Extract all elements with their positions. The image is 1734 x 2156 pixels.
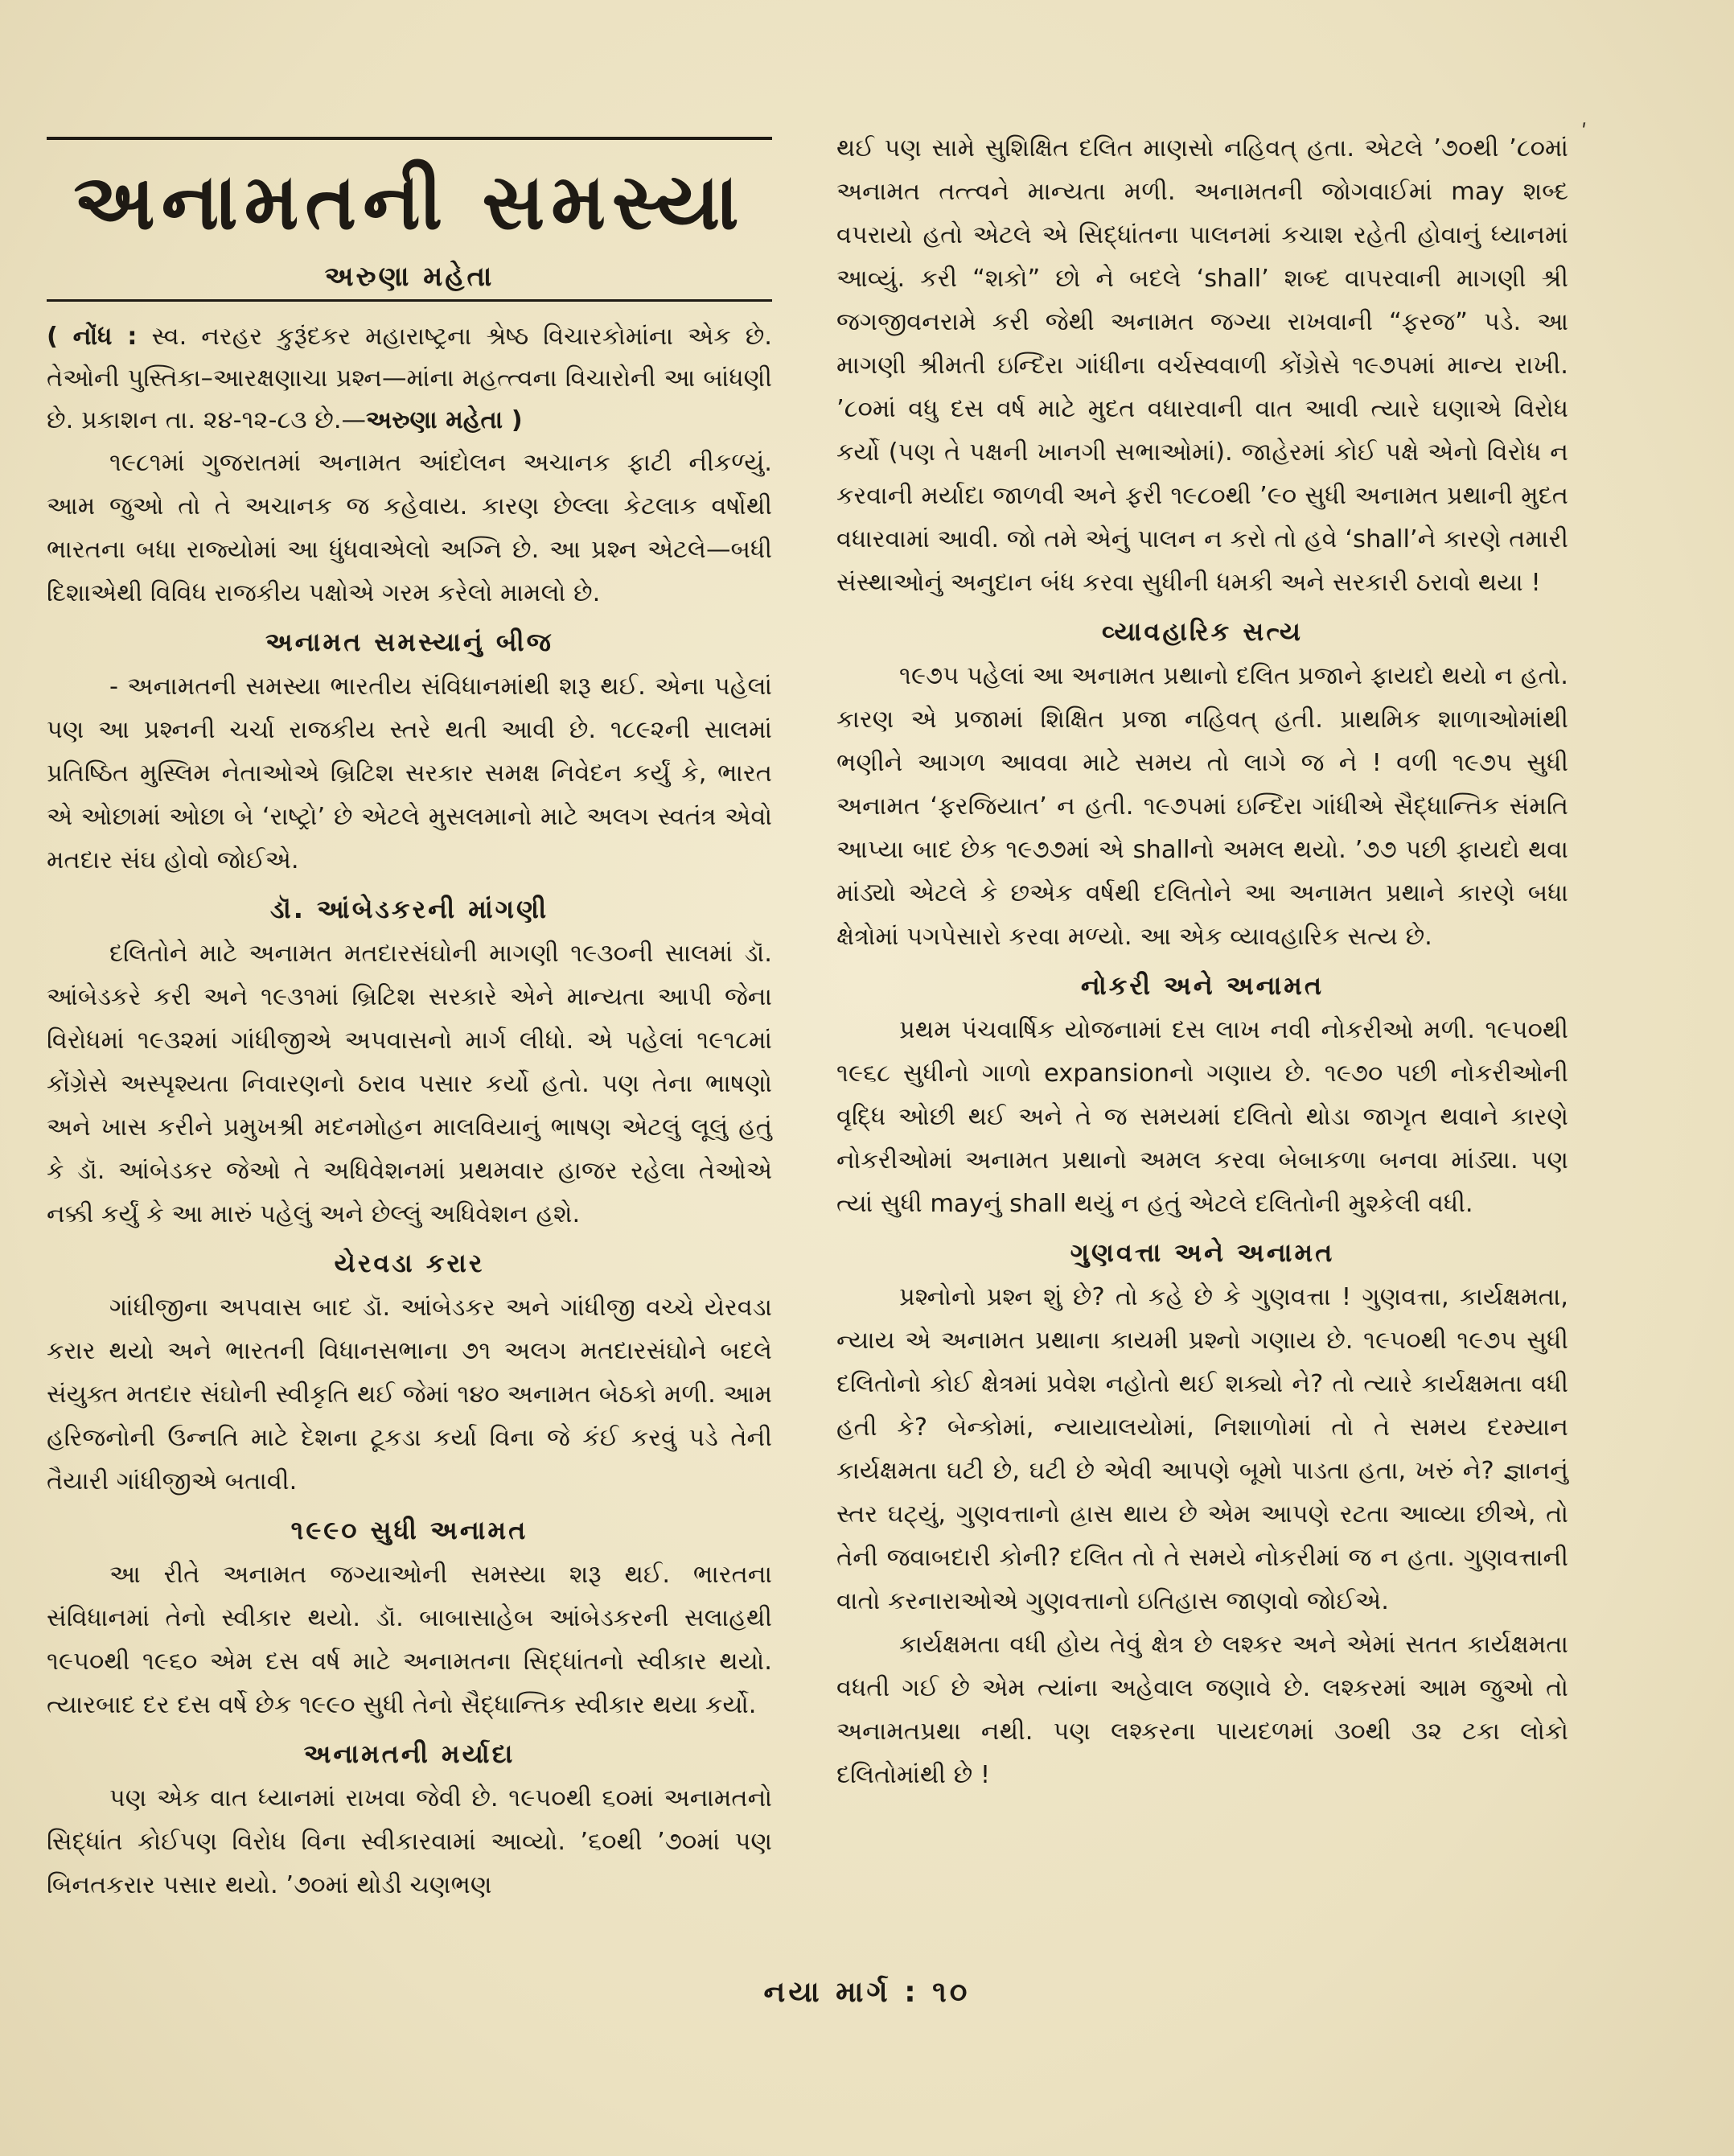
section-heading: યેરવડા કરાર <box>334 1248 485 1278</box>
body-paragraph: આ રીતે અનામત જગ્યાઓની સમસ્યા શરૂ થઈ. ભારતના સંવિધાનમાં તેનો સ્વીકાર થયો. ડૉ. બાબાસાહેબ આંબેડકરની સલાહથી ૧૯૫૦થી ૧૯૬૦ એમ દસ વર્ષ માટે અનામતના સિદ્ધાંતનો સ્વીકાર થયો. ત્યારબાદ દર દસ વર્ષે છેક ૧૯૯૦ સુધી તેનો સૈદ્ધાન્તિક સ્વીકાર થયા કર્યો. <box>47 1561 772 1719</box>
body-paragraph: પ્રશ્નોનો પ્રશ્ન શું છે? તો કહે છે કે ગુણવત્તા ! ગુણવત્તા, કાર્યક્ષમતા, ન્યાય એ અનામત પ્રથાના કાયમી પ્રશ્નો ગણાય છે. ૧૯૫૦થી ૧૯૭૫ સુધી દલિતોનો કોઈ ક્ષેત્રમાં પ્રવેશ નહોતો થઈ શક્યો ને? તો ત્યારે કાર્યક્ષમતા વધી હતી કે? બેન્કોમાં, ન્યાયાલયોમાં, નિશાળોમાં તો તે સમય દરમ્યાન કાર્યક્ષમતા ઘટી છે, ઘટી છે એવી આપણે બૂમો પાડતા હતા, ખરું ને? જ્ઞાનનું સ્તર ઘટ્યું, ગુણવત્તાનો હ્રાસ થાય છે એમ આપણે રટતા આવ્યા છીએ, તો તેની જવાબદારી કોની? દલિત તો તે સમયે નોકરીમાં જ ન હતા. ગુણવત્તાની વાતો કરનારાઓએ ગુણવત્તાનો ઇતિહાસ જાણવો જોઈએ. <box>836 1283 1568 1615</box>
body-paragraph: કાર્યક્ષમતા વધી હોય તેવું ક્ષેત્ર છે લશ્કર અને એમાં સતત કાર્યક્ષમતા વધતી ગઈ છે એમ ત્યાંના અહેવાલ જણાવે છે. લશ્કરમાં આમ જુઓ તો અનામતપ્રથા નથી. પણ લશ્કરના પાયદળમાં ૩૦થી ૩૨ ટકા લોકો દલિતોમાંથી છે ! <box>836 1631 1568 1789</box>
body-paragraph: ગાંધીજીના અપવાસ બાદ ડૉ. આંબેડકર અને ગાંધીજી વચ્ચે યેરવડા કરાર થયો અને ભારતની વિધાનસભાના ૭૧ અલગ મતદારસંઘોને બદલે સંયુક્ત મતદાર સંઘોની સ્વીકૃતિ થઈ જેમાં ૧૪૦ અનામત બેઠકો મળી. આમ હરિજનોની ઉન્નતિ માટે દેશના ટૂકડા કર્યા વિના જે કંઈ કરવું પડે તેની તૈયારી ગાંધીજીએ બતાવી. <box>47 1294 772 1496</box>
body-paragraph: દલિતોને માટે અનામત મતદારસંઘોની માગણી ૧૯૩૦ની સાલમાં ડૉ. આંબેડકરે કરી અને ૧૯૩૧માં બ્રિટિશ સરકારે એને માન્યતા આપી જેના વિરોધમાં ૧૯૩૨માં ગાંધીજીએ અપવાસનો માર્ગ લીધો. એ પહેલાં ૧૯૧૮માં કોંગ્રેસે અસ્પૃશ્યતા નિવારણનો ઠરાવ પસાર કર્યો હતો. પણ તેના ભાષણો અને ખાસ કરીને પ્રમુખશ્રી મદનમોહન માલવિયાનું ભાષણ એટલું લૂલું હતું કે ડૉ. આંબેડકર જેઓ તે અધિવેશનમાં પ્રથમવાર હાજર રહેલા તેઓએ નક્કી કર્યું કે આ મારું પહેલું અને છેલ્લું અધિવેશન હશે. <box>47 940 772 1228</box>
page-folio: નયા માર્ગ : ૧૦ <box>763 1976 971 2009</box>
left-column <box>47 137 772 1907</box>
section-heading: વ્યાવહારિક સત્ય <box>1102 616 1303 647</box>
editor-note <box>47 316 772 442</box>
section-heading: ૧૯૯૦ સુધી અનામત <box>290 1515 528 1545</box>
body-paragraph: પ્રથમ પંચવાર્ષિક યોજનામાં દસ લાખ નવી નોકરીઓ મળી. ૧૯૫૦થી ૧૯૬૮ સુધીનો ગાળો expansionનો ગણાય છે. ૧૯૭૦ પછી નોકરીઓની વૃદ્ધિ ઓછી થઈ અને તે જ સમયમાં દલિતો થોડા જાગૃત થવાને કારણે નોકરીઓમાં અનામત પ્રથાનો અમલ કરવા બેબાકળા બનવા માંડ્યા. પણ ત્યાં સુધી mayનું shall થયું ન હતું એટલે દલિતોની મુશ્કેલી વધી. <box>836 1016 1568 1218</box>
title-rule-top <box>47 137 772 140</box>
article-title: અનામતની સમસ્યા <box>73 156 746 247</box>
note-author: અરુણા મહેતા ) <box>366 406 523 434</box>
body-paragraph: ૧૯૮૧માં ગુજરાતમાં અનામત આંદોલન અચાનક ફાટી નીકળ્યું. આમ જુઓ તો તે અચાનક જ કહેવાય. કારણ છેલ્લા કેટલાક વર્ષોથી ભારતના બધા રાજ્યોમાં આ ધુંધવાએલો અગ્નિ છે. આ પ્રશ્ન એટલે—બધી દિશાએથી વિવિધ રાજકીય પક્ષોએ ગરમ કરેલો મામલો છે. <box>47 449 772 607</box>
section-heading: અનામત સમસ્યાનું બીજ <box>265 627 553 657</box>
body-paragraph: થઈ પણ સામે સુશિક્ષિત દલિત માણસો નહિવત્ હતા. એટલે ’૭૦થી ’૮૦માં અનામત તત્ત્વને માન્યતા મળી. અનામતની જોગવાઈમાં may શબ્દ વપરાયો હતો એટલે એ સિદ્ધાંતના પાલનમાં કચાશ રહેતી હોવાનું ધ્યાનમાં આવ્યું. કરી “શકો” છો ને બદલે ‘shall’ શબ્દ વાપરવાની માગણી શ્રી જગજીવનરામે કરી જેથી અનામત જગ્યા રાખવાની “ફરજ” પડે. આ માગણી શ્રીમતી ઇન્દિરા ગાંધીના વર્ચસ્વવાળી કોંગ્રેસે ૧૯૭૫માં માન્ય રાખી. ’૮૦માં વધુ દસ વર્ષ માટે મુદત વધારવાની વાત આવી ત્યારે ઘણાએ વિરોધ કર્યો (પણ તે પક્ષની ખાનગી સભાઓમાં). જાહેરમાં કોઈ પક્ષે એનો વિરોધ ન કરવાની મર્યાદા જાળવી અને ફરી ૧૯૮૦થી ’૯૦ સુધી અનામત પ્રથાની મુદત વધારવામાં આવી. જો તમે એનું પાલન ન કરો તો હવે ‘shall’ને કારણે તમારી સંસ્થાઓનું અનુદાન બંધ કરવા સુધીની ધમકી અને સરકારી ઠરાવો થયા ! <box>836 134 1568 597</box>
right-column <box>836 127 1568 1797</box>
title-rule-bottom <box>47 299 772 302</box>
section-heading: ડૉ. આંબેડકરની માંગણી <box>269 894 549 924</box>
left-column-body <box>47 442 772 1907</box>
section-heading: અનામતની મર્યાદા <box>303 1738 516 1769</box>
section-heading: નોકરી અને અનામત <box>1080 970 1325 1001</box>
scan-mark: ʹ <box>1581 121 1588 145</box>
right-column-body <box>836 127 1568 1797</box>
body-paragraph: પણ એક વાત ધ્યાનમાં રાખવા જેવી છે. ૧૯૫૦થી ૬૦માં અનામતનો સિદ્ધાંત કોઈપણ વિરોધ વિના સ્વીકારવામાં આવ્યો. ’૬૦થી ’૭૦માં પણ બિનતકરાર પસાર થયો. ’૭૦માં થોડી ચણભણ <box>47 1784 772 1899</box>
article-author: અરુણા મહેતા <box>324 261 495 293</box>
note-body: સ્વ. નરહર કુરૂંદકર મહારાષ્ટ્રના શ્રેષ્ઠ વિચારકોમાંના એક છે. તેઓની પુસ્તિકા–આરક્ષણાચા પ્રશ્ન—માંના મહત્ત્વના વિચારોની આ બાંધણી છે. પ્રકાશન તા. ૨૪-૧૨-૮૩ છે.— <box>47 323 772 434</box>
body-paragraph: - અનામતની સમસ્યા ભારતીય સંવિધાનમાંથી શરૂ થઈ. એના પહેલાં પણ આ પ્રશ્નની ચર્ચા રાજકીય સ્તરે થતી આવી છે. ૧૮૯૨ની સાલમાં પ્રતિષ્ઠિત મુસ્લિમ નેતાઓએ બ્રિટિશ સરકાર સમક્ષ નિવેદન કર્યું કે, ભારત એ ઓછામાં ઓછા બે ‘રાષ્ટ્રો’ છે એટલે મુસલમાનો માટે અલગ સ્વતંત્ર એવો મતદાર સંઘ હોવો જોઈએ. <box>47 673 772 874</box>
note-prefix: ( નોંધ : <box>47 323 138 351</box>
section-heading: ગુણવત્તા અને અનામત <box>1070 1237 1335 1268</box>
body-paragraph: ૧૯૭૫ પહેલાં આ અનામત પ્રથાનો દલિત પ્રજાને ફાયદો થયો ન હતો. કારણ એ પ્રજામાં શિક્ષિત પ્રજા નહિવત્ હતી. પ્રાથમિક શાળાઓમાંથી ભણીને આગળ આવવા માટે સમય તો લાગે જ ને ! વળી ૧૯૭૫ સુધી અનામત ‘ફરજિયાત’ ન હતી. ૧૯૭૫માં ઇન્દિરા ગાંધીએ સૈદ્ધાન્તિક સંમતિ આપ્યા બાદ છેક ૧૯૭૭માં એ shallનો અમલ થયો. ’૭૭ પછી ફાયદો થવા માંડ્યો એટલે કે છએક વર્ષથી દલિતોને આ અનામત પ્રથાને કારણે બધા ક્ષેત્રોમાં પગપેસારો કરવા મળ્યો. આ એક વ્યાવહારિક સત્ય છે. <box>836 662 1568 951</box>
